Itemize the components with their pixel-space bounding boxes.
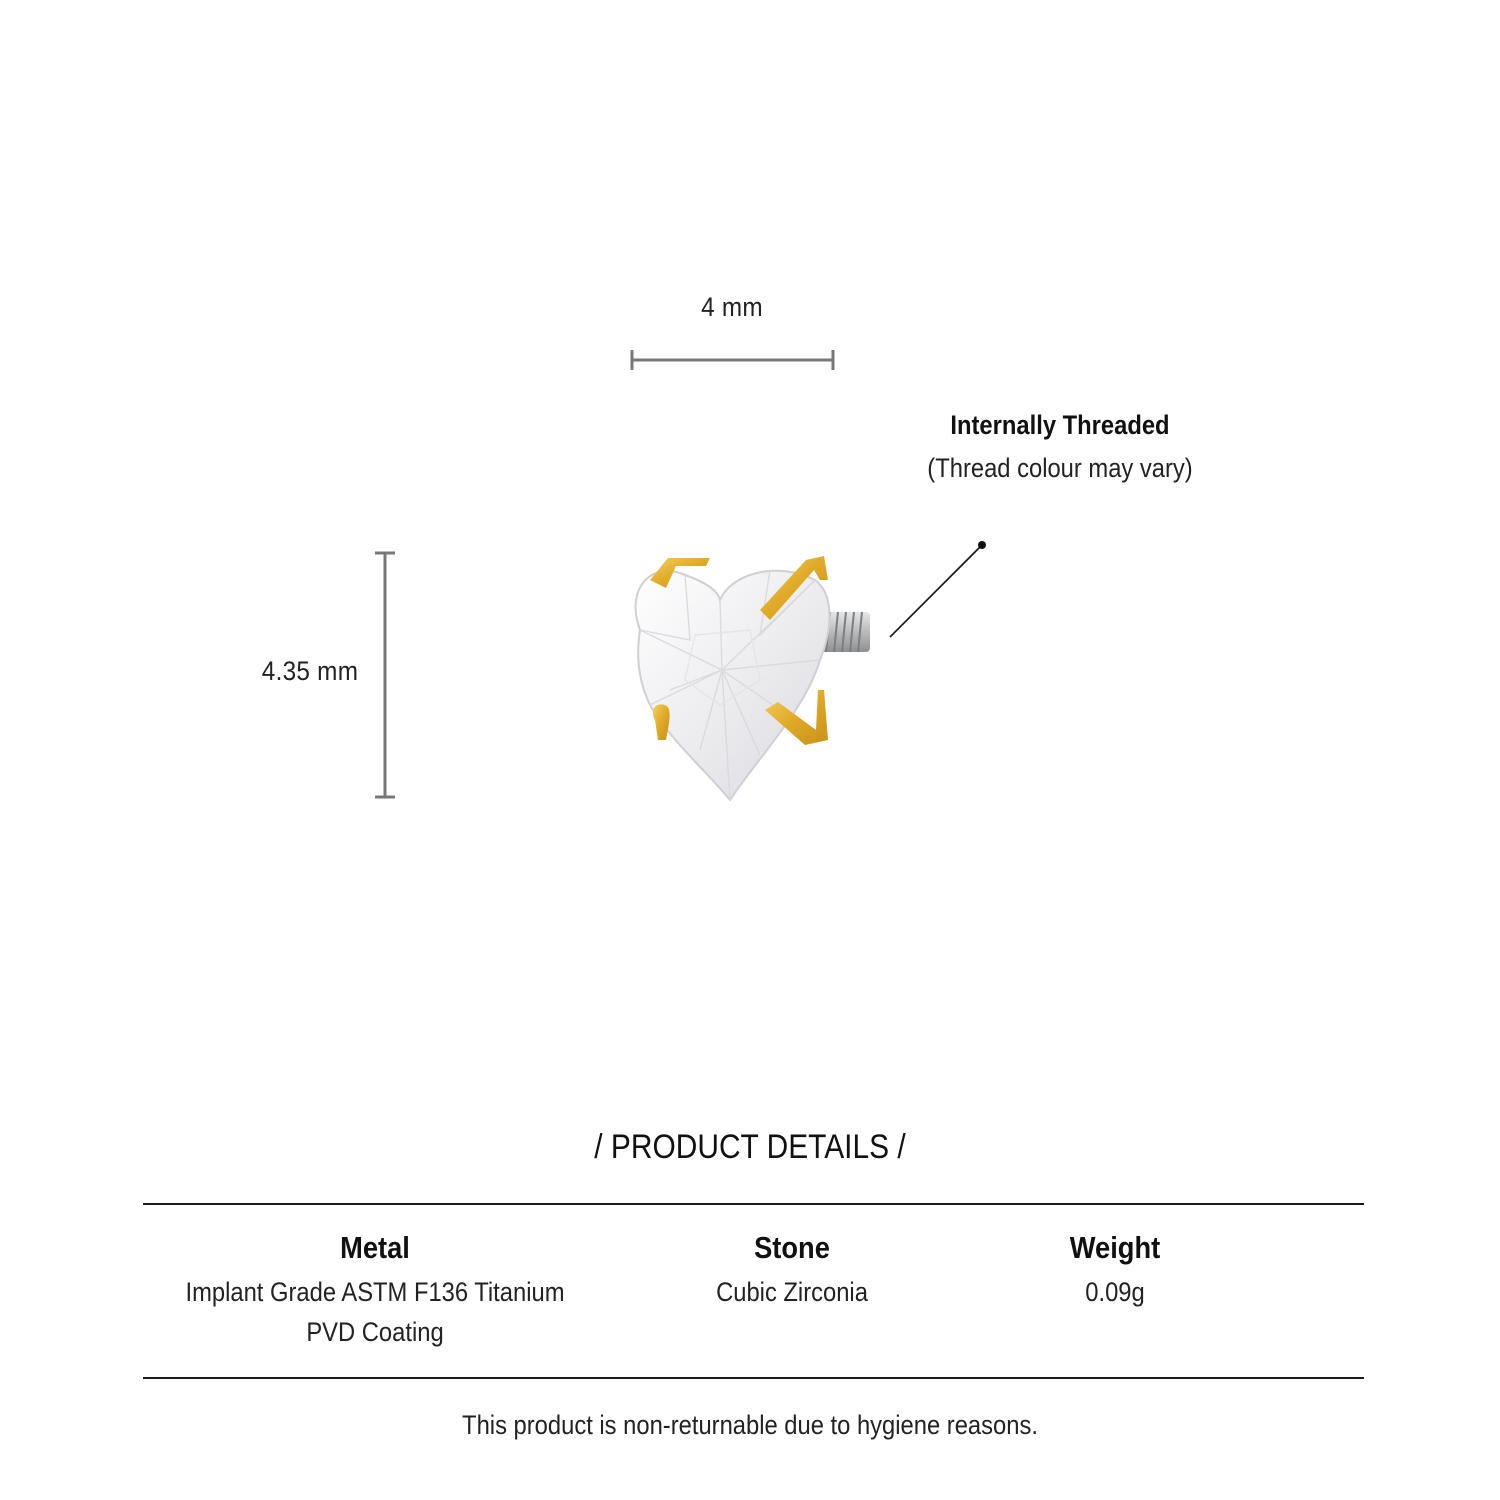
- metal-value-line-1: Implant Grade ASTM F136 Titanium: [185, 1277, 565, 1307]
- stone-value: Cubic Zirconia: [716, 1277, 868, 1307]
- height-dimension: [230, 656, 390, 687]
- stone-label: Stone: [754, 1230, 830, 1265]
- metal-label: Metal: [340, 1230, 410, 1265]
- height-label: 4.35 mm: [261, 656, 359, 686]
- weight-value: 0.09g: [1085, 1277, 1145, 1307]
- width-label: 4 mm: [701, 292, 763, 322]
- detail-column-stone: [592, 1230, 992, 1312]
- thread-callout: [900, 410, 1220, 484]
- callout-subtitle: (Thread colour may vary): [927, 453, 1193, 483]
- footer-note: This product is non-returnable due to hygiene reasons.: [462, 1410, 1038, 1440]
- width-measure-line: [620, 345, 845, 375]
- detail-column-weight: [965, 1230, 1265, 1312]
- weight-label: Weight: [1069, 1230, 1161, 1265]
- details-heading: / PRODUCT DETAILS /: [594, 1128, 906, 1166]
- detail-column-metal: [130, 1230, 620, 1352]
- details-bottom-rule: [143, 1377, 1364, 1379]
- details-top-rule: [143, 1203, 1364, 1205]
- callout-pointer-line: [880, 535, 990, 645]
- metal-value-line-2: PVD Coating: [306, 1317, 444, 1347]
- footer-note-wrap: [0, 1410, 1500, 1441]
- callout-title: Internally Threaded: [950, 410, 1170, 440]
- height-measure-line: [370, 545, 400, 805]
- width-dimension: [632, 292, 832, 323]
- details-section: [0, 1128, 1500, 1167]
- heart-stud-icon: [610, 540, 890, 820]
